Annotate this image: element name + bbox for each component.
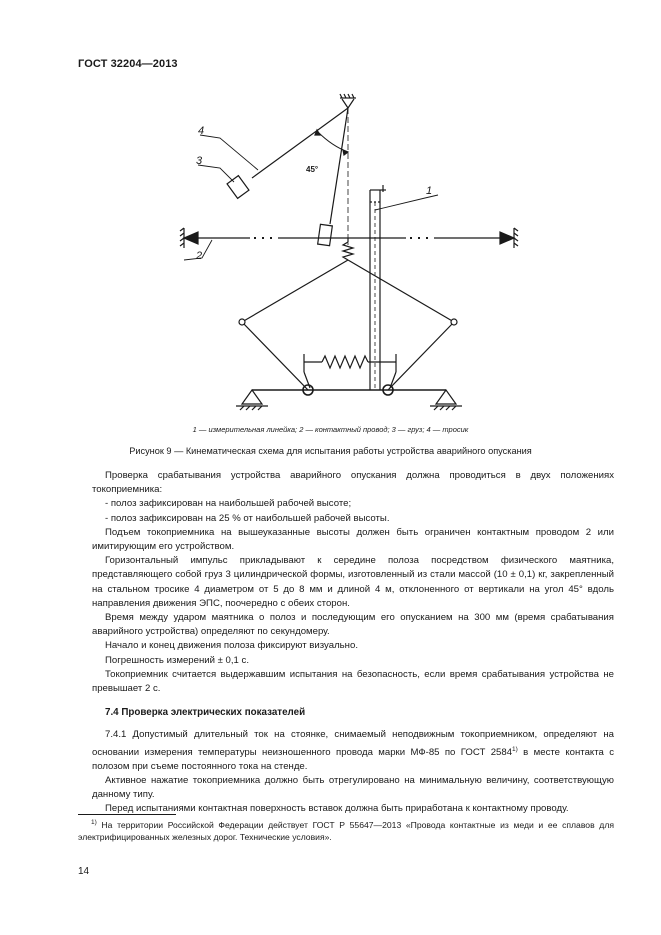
paragraph: Перед испытаниями контактная поверхность вставок должна быть приработана к контактному проводу.	[105, 803, 569, 815]
weight-hanging	[318, 224, 333, 245]
label-2: 2	[196, 250, 203, 262]
paragraph	[92, 728, 614, 774]
footnote-marker: 1)	[91, 819, 97, 826]
paragraph: Проверка срабатывания устройства аварийного опускания должна проводиться в двух положениях токоприемника:	[92, 470, 614, 496]
figure-legend: 1 — измерительная линейка; 2 — контактный провод; 3 — груз; 4 — тросик	[192, 425, 469, 434]
ground-support-right	[430, 390, 462, 410]
footnote-ref: 1)	[512, 745, 518, 753]
ground-support-left	[236, 390, 268, 410]
paragraph: Токоприемник считается выдержавшим испытания на безопасность, если время срабатывания устройства не превышает 2 с.	[92, 668, 614, 695]
paragraph: Начало и конец движения полоза фиксируют визуально.	[105, 640, 358, 652]
kinematic-diagram	[170, 90, 530, 420]
figure-caption: Рисунок 9 — Кинематическая схема для испытания работы устройства аварийного опускания	[129, 446, 532, 456]
pivot-icon	[340, 94, 356, 108]
footnote-divider	[78, 814, 176, 815]
measuring-ruler	[370, 185, 386, 390]
paragraph: Время между ударом маятника о полоз и последующим его опусканием на 300 мм (время срабатывания аварийного устройства) определяют по секундомеру.	[92, 612, 614, 638]
cable-deflected	[252, 108, 348, 178]
main-spring	[304, 354, 396, 388]
section-heading: 7.4 Проверка электрических показателей	[105, 707, 306, 719]
paragraph: Активное нажатие токоприемника должно быть отрегулировано на минимальную величину, соответствующую данному типу.	[92, 775, 614, 801]
list-item: - полоз зафиксирован на наибольшей рабочей высоте;	[105, 498, 352, 510]
paragraph: Подъем токоприемника на вышеуказанные высоты должен быть ограничен контактным проводом 2 или имитирующим его устройством.	[92, 526, 614, 553]
page-number: 14	[78, 866, 90, 877]
label-4: 4	[198, 125, 205, 137]
weight-deflected	[227, 176, 249, 199]
pantograph-frame	[239, 260, 457, 390]
contact-wire	[180, 228, 518, 248]
footnote-text: На территории Российской Федерации действует ГОСТ Р 55647—2013 «Провода контактные из меди и ее сплавов для электрифицированных железных дорог. Технические условия».	[78, 820, 614, 842]
label-3: 3	[196, 155, 203, 167]
body-text	[92, 469, 614, 817]
paragraph: Горизонтальный импульс прикладывают к середине полоза посредством физического маятника, представляющего собой груз 3 цилиндрической формы, изготовленный из стали массой (10 ± 0,1) кг, закрепленный на стальном тросике 4 диаметром от 5 до 8 мм и длиной 4 м, отклоненного от вертикали на угол 45° вдоль направления движения ЭПС, поочередно с обеих сторон.	[92, 555, 614, 609]
document-header: ГОСТ 32204—2013	[78, 58, 178, 70]
paragraph-text: в месте контакта с полозом при съеме постоянного тока на стенде.	[92, 746, 614, 772]
paragraph: Погрешность измерений ± 0,1 с.	[105, 654, 250, 666]
angle-label: 45°	[306, 165, 319, 174]
paragraph-text: 7.4.1 Допустимый длительный ток на стоянке, снимаемый неподвижным токоприемником, определяют на основании измерения температуры неизношенного провода марки МФ-85 по ГОСТ 2584	[92, 729, 614, 758]
cable-vertical	[330, 108, 348, 224]
footnote	[78, 817, 614, 843]
label-1: 1	[426, 185, 433, 197]
list-item: - полоз зафиксирован на 25 % от наибольшей рабочей высоты.	[105, 512, 390, 524]
